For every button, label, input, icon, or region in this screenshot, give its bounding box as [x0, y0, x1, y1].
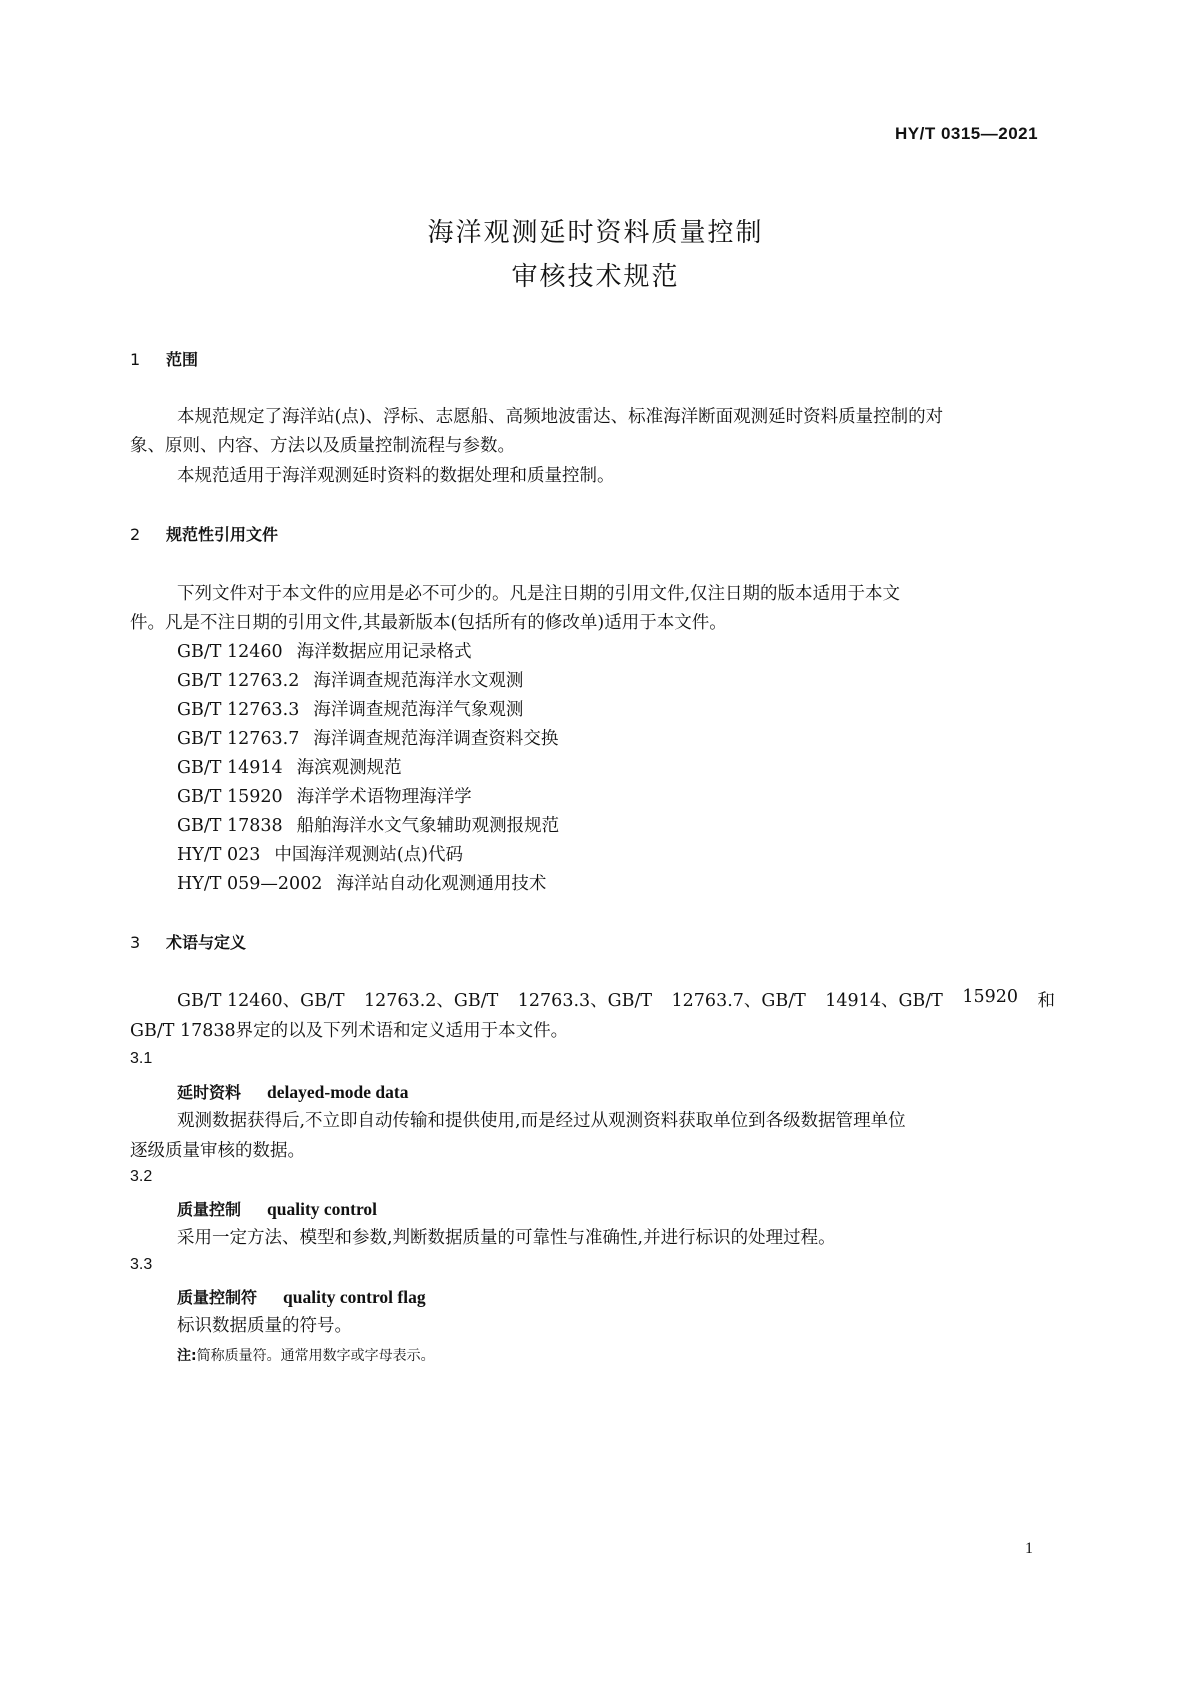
section-1-heading: [130, 347, 198, 370]
reference-code: GB/T 17838: [177, 816, 283, 836]
section-3-title: 术语与定义: [166, 933, 247, 952]
term-english: quality control: [267, 1199, 378, 1219]
intro-fragment: 14914、GB/T: [825, 991, 943, 1011]
reference-code: GB/T 14914: [177, 758, 283, 778]
section-2-heading: [130, 522, 278, 545]
reference-code: GB/T 12460: [177, 642, 283, 662]
normative-reference: [177, 725, 558, 750]
term-definition-line1: 采用一定方法、模型和参数,判断数据质量的可靠性与准确性,并进行标识的处理过程。: [177, 1228, 836, 1248]
intro-fragment: GB/T 12460、GB/T: [177, 991, 345, 1011]
reference-title: 海洋学术语物理海洋学: [296, 787, 472, 807]
standard-code: HY/T 0315—2021: [895, 124, 1039, 143]
reference-title: 海滨观测规范: [296, 758, 402, 778]
term-entry: [177, 1080, 408, 1103]
section-1-number: 1: [130, 350, 141, 369]
reference-title: 海洋数据应用记录格式: [296, 642, 472, 662]
document-title-line1: 海洋观测延时资料质量控制: [427, 218, 764, 248]
reference-title: 海洋站自动化观测通用技术: [336, 874, 547, 894]
intro-fragment: 12763.2、GB/T: [364, 991, 499, 1011]
normative-reference: [177, 812, 559, 837]
note-label: 注:: [177, 1348, 197, 1364]
intro-fragment: 12763.3、GB/T: [517, 991, 653, 1011]
reference-code: GB/T 12763.7: [177, 729, 300, 749]
section-2-number: 2: [130, 525, 141, 544]
term-entry: [177, 1197, 377, 1220]
normative-reference: [177, 870, 546, 895]
section-3-intro-line2: GB/T 17838界定的以及下列术语和定义适用于本文件。: [130, 1021, 569, 1041]
section-1-para1-line2: 象、原则、内容、方法以及质量控制流程与参数。: [130, 436, 515, 456]
reference-title: 海洋调查规范海洋水文观测: [313, 671, 524, 691]
normative-reference: [177, 638, 472, 663]
intro-fragment: 和: [1037, 991, 1055, 1011]
reference-code: GB/T 15920: [177, 787, 283, 807]
section-2-para1-line1: 下列文件对于本文件的应用是必不可少的。凡是注日期的引用文件,仅注日期的版本适用于本文: [177, 584, 901, 604]
term-chinese: 质量控制: [177, 1200, 242, 1219]
clause-number: 3.2: [130, 1168, 153, 1185]
clause-number: 3.1: [130, 1050, 153, 1067]
section-1-para1-line1: 本规范规定了海洋站(点)、浮标、志愿船、高频地波雷达、标准海洋断面观测延时资料质量控制的对: [177, 407, 944, 427]
term-chinese: 质量控制符: [177, 1288, 258, 1307]
term-chinese: 延时资料: [177, 1083, 242, 1102]
term-definition-line1: 观测数据获得后,不立即自动传输和提供使用,而是经过从观测资料获取单位到各级数据管理单位: [177, 1111, 906, 1131]
intro-fragment: 15920: [962, 987, 1018, 1007]
clause-number: 3.3: [130, 1256, 153, 1273]
reference-title: 海洋调查规范海洋气象观测: [313, 700, 524, 720]
normative-reference: [177, 841, 463, 866]
normative-reference: [177, 754, 402, 779]
normative-reference: [177, 667, 523, 692]
reference-code: HY/T 023: [177, 845, 261, 865]
term-definition-line2: 逐级质量审核的数据。: [130, 1141, 305, 1161]
section-1-para2: 本规范适用于海洋观测延时资料的数据处理和质量控制。: [177, 466, 615, 486]
normative-reference: [177, 696, 523, 721]
term-definition-line1: 标识数据质量的符号。: [177, 1316, 352, 1336]
term-note: [177, 1345, 435, 1365]
section-3-number: 3: [130, 933, 141, 952]
section-3-intro-line1: [177, 987, 1055, 1012]
reference-title: 中国海洋观测站(点)代码: [274, 845, 464, 865]
note-text: 简称质量符。通常用数字或字母表示。: [196, 1348, 435, 1364]
term-entry: [177, 1285, 426, 1308]
section-2-title: 规范性引用文件: [166, 525, 279, 544]
reference-code: GB/T 12763.2: [177, 671, 300, 691]
intro-fragment: 12763.7、GB/T: [671, 991, 806, 1011]
section-3-heading: [130, 930, 246, 953]
section-2-para1-line2: 件。凡是不注日期的引用文件,其最新版本(包括所有的修改单)适用于本文件。: [130, 613, 727, 633]
reference-code: HY/T 059—2002: [177, 874, 323, 894]
page-number: 1: [1025, 1540, 1033, 1557]
reference-title: 船舶海洋水文气象辅助观测报规范: [296, 816, 560, 836]
section-1-title: 范围: [166, 350, 199, 369]
term-english: delayed-mode data: [267, 1082, 409, 1102]
reference-code: GB/T 12763.3: [177, 700, 300, 720]
term-english: quality control flag: [283, 1287, 426, 1307]
reference-title: 海洋调查规范海洋调查资料交换: [313, 729, 559, 749]
normative-reference: [177, 783, 472, 808]
document-title-line2: 审核技术规范: [511, 262, 680, 292]
